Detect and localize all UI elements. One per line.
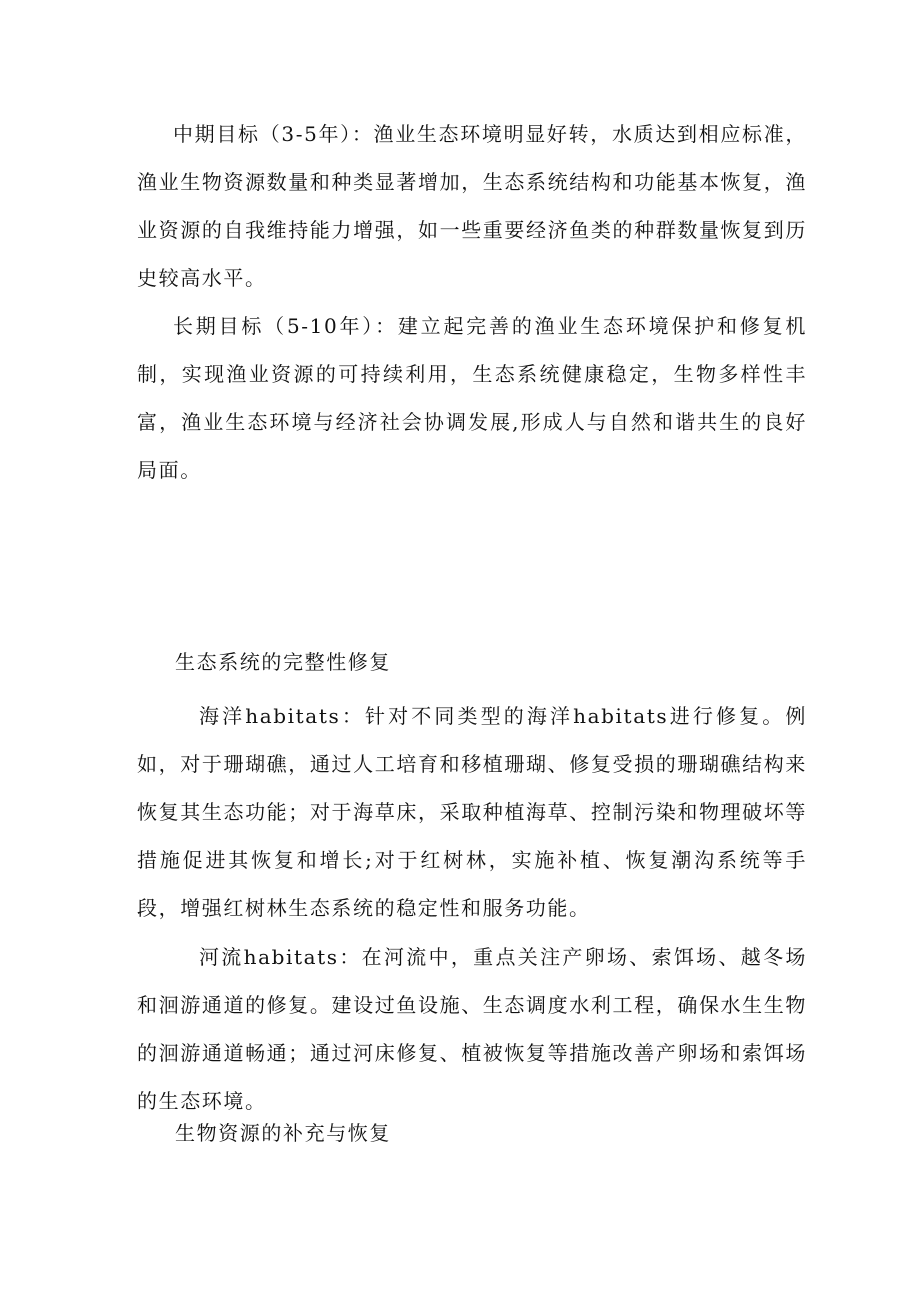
paragraph-mid-term-goal: 中期目标（3-5年）：渔业生态环境明显好转，水质达到相应标准，渔业生物资源数量和种类显著增加，生态系统结构和功能基本恢复，渔业资源的自我维持能力增强，如一些重要经济鱼类的种群数量恢复到历史较高水平。 — [137, 122, 807, 290]
section-heading-biological-resources: 生物资源的补充与恢复 — [175, 1121, 391, 1145]
section-heading-ecosystem-integrity: 生态系统的完整性修复 — [175, 650, 391, 674]
paragraph-marine-habitats: 海洋habitats：针对不同类型的海洋habitats进行修复。例如，对于珊瑚礁，通过人工培育和移植珊瑚、修复受损的珊瑚礁结构来恢复其生态功能；对于海草床，采取种植海草、控制污染和物理破坏等措施促进其恢复和增长;对于红树林，实施补植、恢复潮沟系统等手段，增强红树林生态系统的稳定性和服务功能。 — [137, 704, 807, 920]
paragraph-long-term-goal: 长期目标（5-10年）：建立起完善的渔业生态环境保护和修复机制，实现渔业资源的可持续利用，生态系统健康稳定，生物多样性丰富，渔业生态环境与经济社会协调发展,形成人与自然和谐共生的良好局面。 — [137, 314, 807, 482]
paragraph-river-habitats: 河流habitats：在河流中，重点关注产卵场、索饵场、越冬场和洄游通道的修复。建设过鱼设施、生态调度水利工程，确保水生生物的洄游通道畅通；通过河床修复、植被恢复等措施改善产卵场和索饵场的生态环境。 — [137, 945, 807, 1113]
